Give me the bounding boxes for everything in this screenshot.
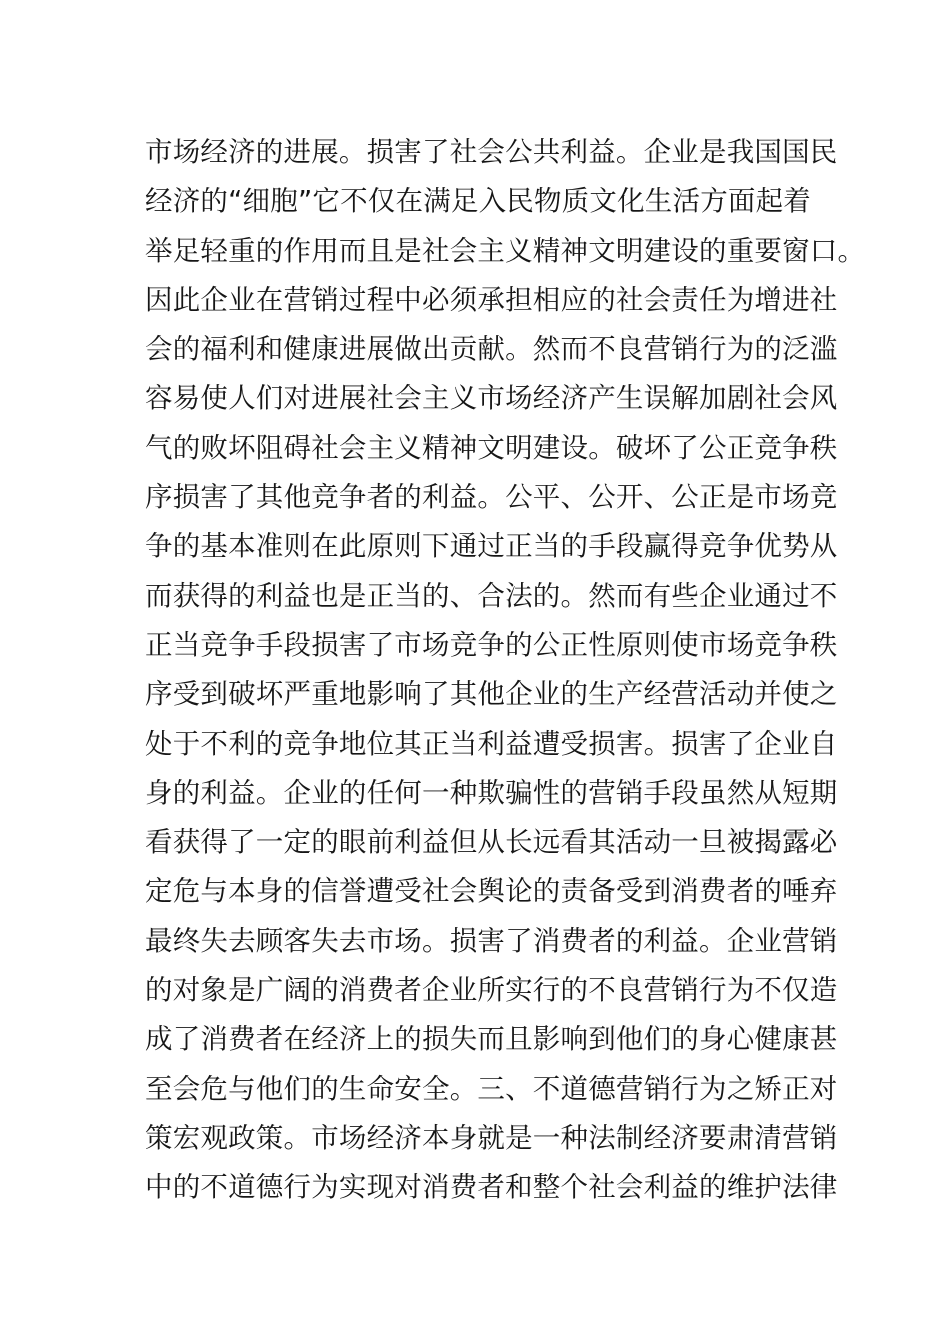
text-line: 策宏观政策。市场经济本身就是一种法制经济要肃清营销 [145, 1121, 838, 1154]
text-line: 会的福利和健康进展做出贡献。然而不良营销行为的泛滥 [145, 333, 838, 366]
text-line: 成了消费者在经济上的损失而且影响到他们的身心健康甚 [145, 1023, 838, 1056]
text-line: 气的败坏阻碍社会主义精神文明建设。破坏了公正竞争秩 [145, 431, 838, 464]
body-text [145, 128, 866, 1213]
text-line: 争的基本准则在此原则下通过正当的手段赢得竞争优势从 [145, 530, 838, 563]
text-line: 处于不利的竞争地位其正当利益遭受损害。损害了企业自 [145, 727, 838, 760]
text-line: 中的不道德行为实现对消费者和整个社会利益的维护法律 [145, 1171, 838, 1204]
text-line: 正当竞争手段损害了市场竞争的公正性原则使市场竞争秩 [145, 628, 838, 661]
text-line: 容易使人们对进展社会主义市场经济产生误解加剧社会风 [145, 382, 838, 415]
text-line: 而获得的利益也是正当的、合法的。然而有些企业通过不 [145, 579, 838, 612]
text-line: 最终失去顾客失去市场。损害了消费者的利益。企业营销 [145, 924, 838, 957]
text-line: 举足轻重的作用而且是社会主义精神文明建设的重要窗口。 [145, 234, 866, 267]
text-line: 定危与本身的信誉遭受社会舆论的责备受到消费者的唾弃 [145, 875, 838, 908]
text-line: 看获得了一定的眼前利益但从长远看其活动一旦被揭露必 [145, 826, 838, 859]
text-line: 序受到破坏严重地影响了其他企业的生产经营活动并使之 [145, 678, 838, 711]
text-line: 市场经济的进展。损害了社会公共利益。企业是我国国民 [145, 136, 838, 168]
text-line: 因此企业在营销过程中必须承担相应的社会责任为增进社 [145, 283, 838, 316]
text-line: 至会危与他们的生命安全。三、不道德营销行为之矫正对 [145, 1072, 838, 1105]
text-line: 序损害了其他竞争者的利益。公平、公开、公正是市场竞 [145, 481, 838, 514]
text-line: 的对象是广阔的消费者企业所实行的不良营销行为不仅造 [145, 974, 838, 1007]
text-line: 身的利益。企业的任何一种欺骗性的营销手段虽然从短期 [145, 776, 838, 809]
text-line: 经济的“细胞”它不仅在满足入民物质文化生活方面起着 [145, 185, 811, 218]
